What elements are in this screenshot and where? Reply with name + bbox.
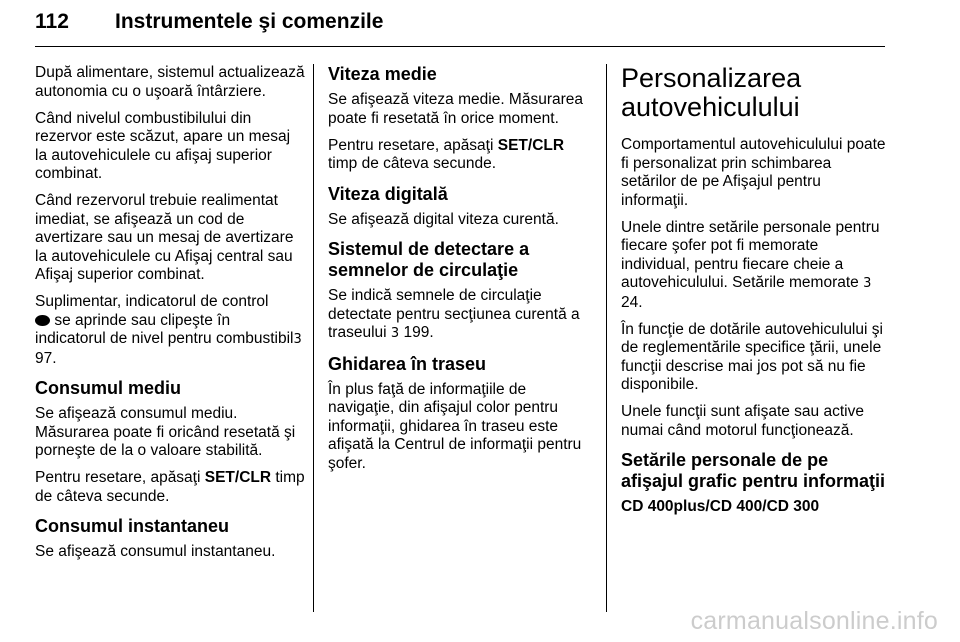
page-reference-arrow-icon: 3 [390, 326, 400, 341]
column-3 [621, 64, 889, 525]
paragraph [35, 469, 305, 506]
paragraph: Când nivelul combustibilului din rezervor este scăzut, apare un mesaj la autovehiculele cu afişaj superior combinat. [35, 109, 291, 182]
fuel-warning-indicator-icon [35, 315, 50, 326]
paragraph: Se afişează viteza medie. Măsurarea poate fi resetată în orice moment. [328, 91, 584, 127]
watermark: carmanualsonline.info [690, 607, 938, 635]
section-heading-consumul-mediu: Consumul mediu [35, 378, 182, 398]
column-1 [35, 64, 305, 570]
paragraph: În funcţie de dotările autovehiculului şi de reglementările specifice ţării, unele funcţii descrise mai jos pot să nu fie disponibile. [621, 320, 883, 393]
text-span: timp de câteva secunde. [35, 469, 305, 505]
paragraph: Unele funcţii sunt afişate sau active numai când motorul funcţionează. [621, 403, 864, 439]
page-reference-arrow-icon: 3 [863, 276, 872, 291]
paragraph: În plus faţă de informaţiile de navigaţie, din afişajul color pentru informaţii, ghidarea în traseu este afişată la Centrul de informaţii pentru şofer. [328, 380, 582, 472]
text-span: Suplimentar, indicatorul de control [35, 293, 269, 310]
column-divider [606, 64, 607, 612]
paragraph: Se afişează consumul instantaneu. [35, 543, 276, 560]
button-name-set-clr: SET/CLR [204, 469, 272, 486]
page-number: 112 [35, 10, 69, 33]
text-span: Pentru resetare, apăsaţi [35, 469, 201, 486]
page-header [35, 6, 885, 47]
section-heading-semne-circulatie: Sistemul de detectare a semnelor de circulaţie [328, 239, 530, 280]
page-reference-link[interactable]: 24. [621, 293, 643, 311]
section-heading-viteza-digitala: Viteza digitală [328, 183, 448, 204]
column-divider [313, 64, 314, 612]
text-span: timp de câteva secunde. [328, 155, 497, 172]
paragraph: După alimentare, sistemul actualizează autonomia cu o uşoară întârziere. [35, 64, 305, 100]
page-reference-link[interactable]: 199. [403, 324, 434, 341]
paragraph [328, 137, 594, 174]
paragraph: Se afişează consumul mediu. Măsurarea poate fi oricând resetată şi porneşte de la o valoare stabilită. [35, 405, 296, 459]
paragraph [621, 219, 889, 313]
page-reference-arrow-icon: 3 [293, 332, 302, 347]
paragraph [328, 287, 594, 344]
paragraph [35, 293, 305, 368]
subheading-cd-models: CD 400plus/CD 400/CD 300 [621, 498, 820, 515]
chapter-heading-personalizarea: Personalizarea autovehiculului [621, 63, 802, 122]
paragraph: Comportamentul autovehiculului poate fi personalizat prin schimbarea setărilor de pe Afişajul pentru informaţii. [621, 136, 886, 209]
page-reference-link[interactable]: 97. [35, 349, 57, 367]
paragraph: Când rezervorul trebuie realimentat imediat, se afişează un cod de avertizare sau un mesaj de avertizare la autovehiculele cu Afişaj central sau Afişaj superior combinat. [35, 192, 294, 283]
text-span: Se indică semnele de circulaţie detectate pentru secţiunea curentă a traseului [328, 287, 580, 341]
column-2 [328, 64, 594, 482]
section-heading-consumul-instantaneu: Consumul instantaneu [35, 516, 230, 536]
section-heading-ghidarea-in-traseu: Ghidarea în traseu [328, 353, 487, 374]
text-span: Unele dintre setările personale pentru fiecare şofer pot fi memorate individual, pentru fiecare cheie a autovehiculului. Setările memorate [621, 218, 880, 291]
paragraph: Se afişează digital viteza curentă. [328, 210, 559, 228]
chapter-title: Instrumentele şi comenzile [115, 10, 384, 33]
section-heading-setari-personale: Setările personale de pe afişajul grafic pentru informaţii [621, 450, 886, 491]
text-span: se aprinde sau clipeşte în indicatorul de nivel pentru combustibil [35, 311, 294, 347]
button-name-set-clr: SET/CLR [497, 136, 565, 154]
text-span: Pentru resetare, apăsaţi [328, 136, 494, 154]
section-heading-viteza-medie: Viteza medie [328, 64, 437, 84]
